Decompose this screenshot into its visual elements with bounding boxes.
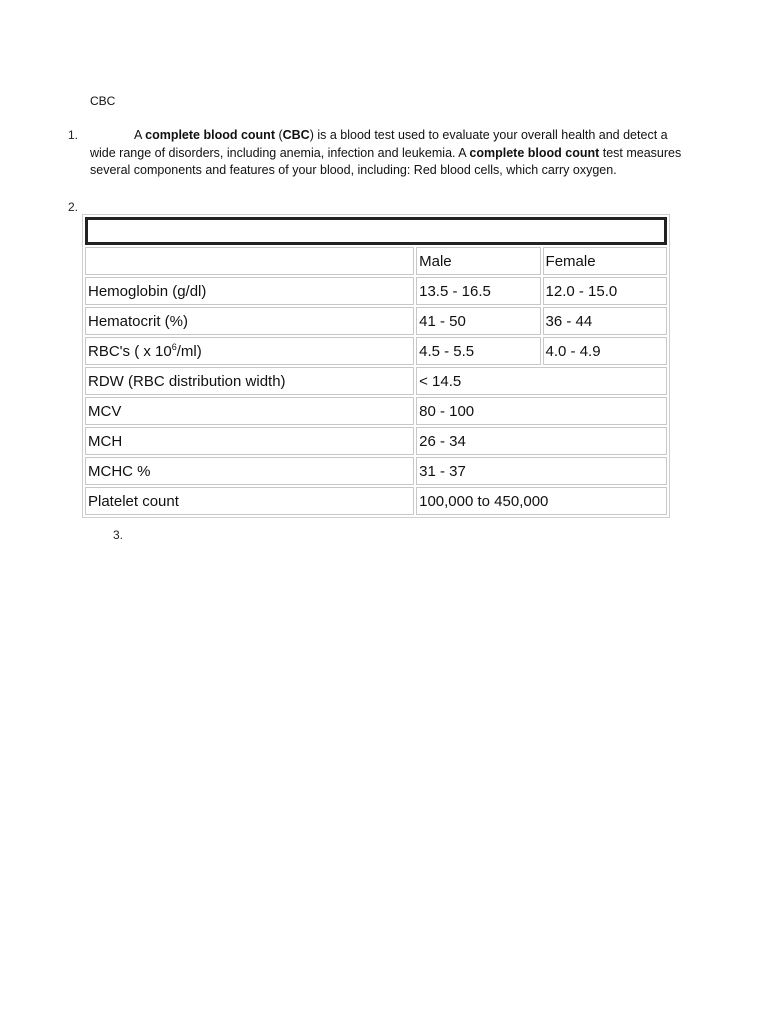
bold-term: complete blood count — [469, 145, 600, 160]
table-row — [85, 367, 667, 395]
table-row — [85, 457, 667, 485]
row-label — [85, 337, 414, 365]
reference-value: < 14.5 — [416, 367, 667, 395]
row-label: Hemoglobin (g/dl) — [85, 277, 414, 305]
reference-value: 31 - 37 — [416, 457, 667, 485]
female-value: 36 - 44 — [543, 307, 667, 335]
table-row — [85, 277, 667, 305]
row-label: MCH — [85, 427, 414, 455]
header-empty-cell — [85, 247, 414, 275]
table-row — [85, 337, 667, 365]
paragraph-text: ) is a blood test used to evaluate your overall health and detect a wide range of disorders, including anemia, infection and leukemia. A — [90, 128, 668, 160]
reference-value: 26 - 34 — [416, 427, 667, 455]
male-value: 13.5 - 16.5 — [416, 277, 540, 305]
male-value: 41 - 50 — [416, 307, 540, 335]
female-value: 12.0 - 15.0 — [543, 277, 667, 305]
row-label: MCV — [85, 397, 414, 425]
row-label: RDW (RBC distribution width) — [85, 367, 414, 395]
table-row — [85, 427, 667, 455]
row-label: Hematocrit (%) — [85, 307, 414, 335]
table-row — [85, 487, 667, 515]
rbc-label-unit: /ml) — [176, 343, 202, 360]
list-number-2: 2. — [68, 200, 79, 214]
paragraph-text: ( — [274, 128, 283, 142]
paragraph-text: test measures several components and features of your blood, including: Red blood cells, which carry oxygen. — [90, 145, 682, 177]
header-male: Male — [416, 247, 540, 275]
rbc-exponent: 6 — [171, 342, 177, 352]
row-label: Platelet count — [85, 487, 414, 515]
paragraph-text: A — [134, 128, 146, 142]
table-row — [85, 307, 667, 335]
row-label: MCHC % — [85, 457, 414, 485]
cbc-reference-table — [82, 214, 670, 518]
rbc-label-text: RBC's ( x 10 — [88, 343, 172, 360]
male-value: 4.5 - 5.5 — [416, 337, 540, 365]
table-caption-row — [85, 217, 667, 245]
female-value: 4.0 - 4.9 — [543, 337, 667, 365]
cbc-description-paragraph — [90, 127, 690, 180]
table-header-row — [85, 247, 667, 275]
bold-term: complete blood count — [145, 128, 275, 142]
document-title: CBC — [90, 94, 116, 108]
bold-abbreviation: CBC — [282, 128, 310, 142]
list-number-1: 1. — [68, 128, 79, 142]
table-caption-cell — [85, 217, 667, 245]
header-female: Female — [543, 247, 667, 275]
reference-value: 80 - 100 — [416, 397, 667, 425]
list-number-3: 3. — [113, 528, 124, 542]
reference-value: 100,000 to 450,000 — [416, 487, 667, 515]
table-row — [85, 397, 667, 425]
